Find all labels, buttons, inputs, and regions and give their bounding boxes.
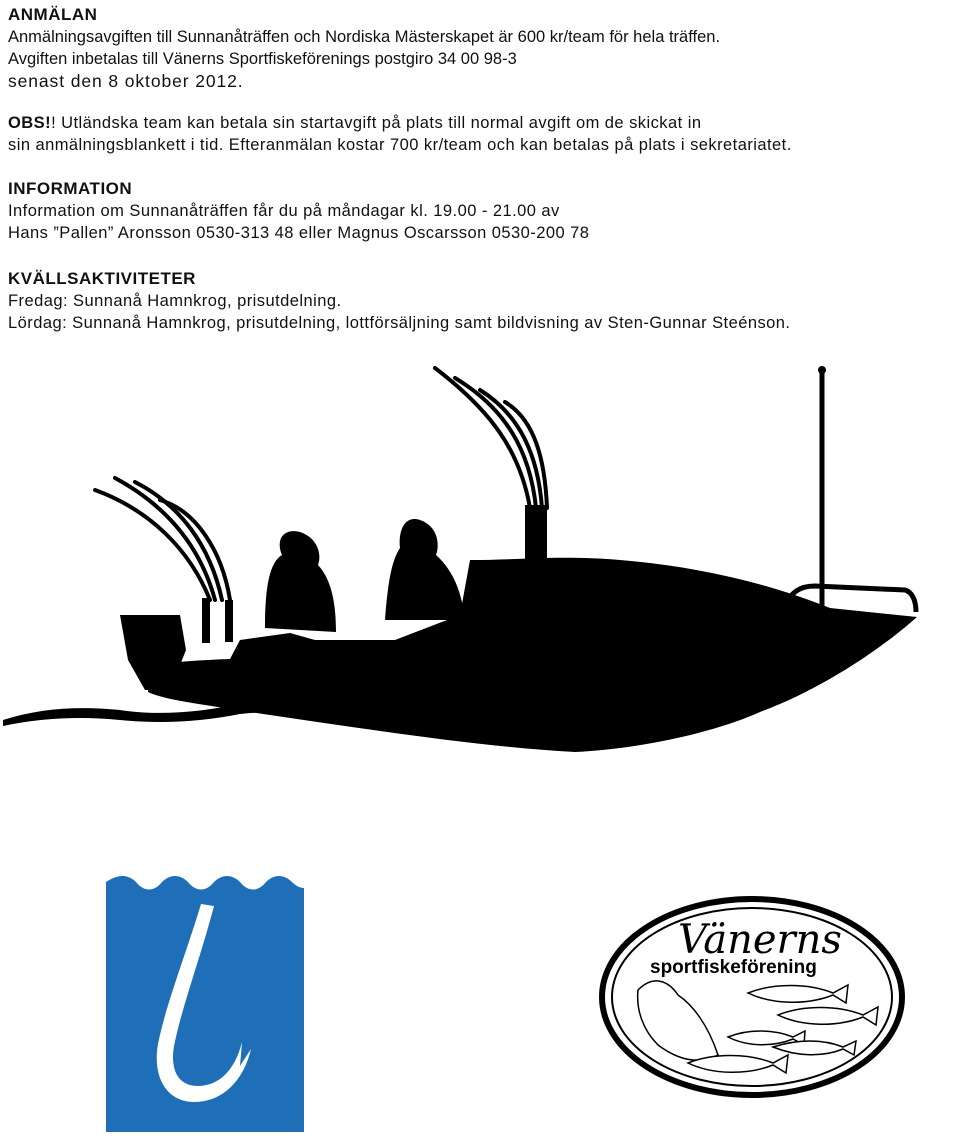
kvallsaktiviteter-heading: KVÄLLSAKTIVITETER xyxy=(8,269,196,288)
information-heading: INFORMATION xyxy=(8,179,133,198)
fishing-boat-illustration xyxy=(0,360,960,760)
information-line-1: Information om Sunnanåträffen får du på måndagar kl. 19.00 - 21.00 av xyxy=(8,202,560,220)
obs-section xyxy=(8,112,958,156)
obs-line-1-text: ! Utländska team kan betala sin startavgift på plats till normal avgift om de skickat in xyxy=(51,114,702,132)
anmalan-line-2: Avgiften inbetalas till Vänerns Sportfiskeförenings postgiro 34 00 98-3 xyxy=(8,50,517,68)
information-section xyxy=(8,178,958,244)
anmalan-heading: ANMÄLAN xyxy=(8,5,98,24)
obs-line-1 xyxy=(8,112,958,134)
club-name-1: Vänerns xyxy=(678,917,842,963)
hook-logo xyxy=(106,874,304,1132)
obs-line-2: sin anmälningsblankett i tid. Efteranmälan kostar 700 kr/team och kan betalas på plats i sekretariatet. xyxy=(8,136,792,154)
information-line-2: Hans ”Pallen” Aronsson 0530-313 48 eller Magnus Oscarsson 0530-200 78 xyxy=(8,224,590,242)
kvallsaktiviteter-line-2: Lördag: Sunnanå Hamnkrog, prisutdelning, lottförsäljning samt bildvisning av Sten-Gunnar Steénson. xyxy=(8,314,791,332)
vanerns-sportfiskeforening-logo xyxy=(598,895,906,1099)
club-name-2: sportfiskeförening xyxy=(650,957,817,978)
obs-label: OBS! xyxy=(8,114,52,132)
anmalan-line-1: Anmälningsavgiften till Sunnanåträffen och Nordiska Mästerskapet är 600 kr/team för hela träffen. xyxy=(8,28,721,46)
anmalan-deadline: senast den 8 oktober 2012. xyxy=(8,71,244,91)
kvallsaktiviteter-section xyxy=(8,268,958,334)
kvallsaktiviteter-line-1: Fredag: Sunnanå Hamnkrog, prisutdelning. xyxy=(8,292,342,310)
anmalan-section xyxy=(8,4,958,92)
